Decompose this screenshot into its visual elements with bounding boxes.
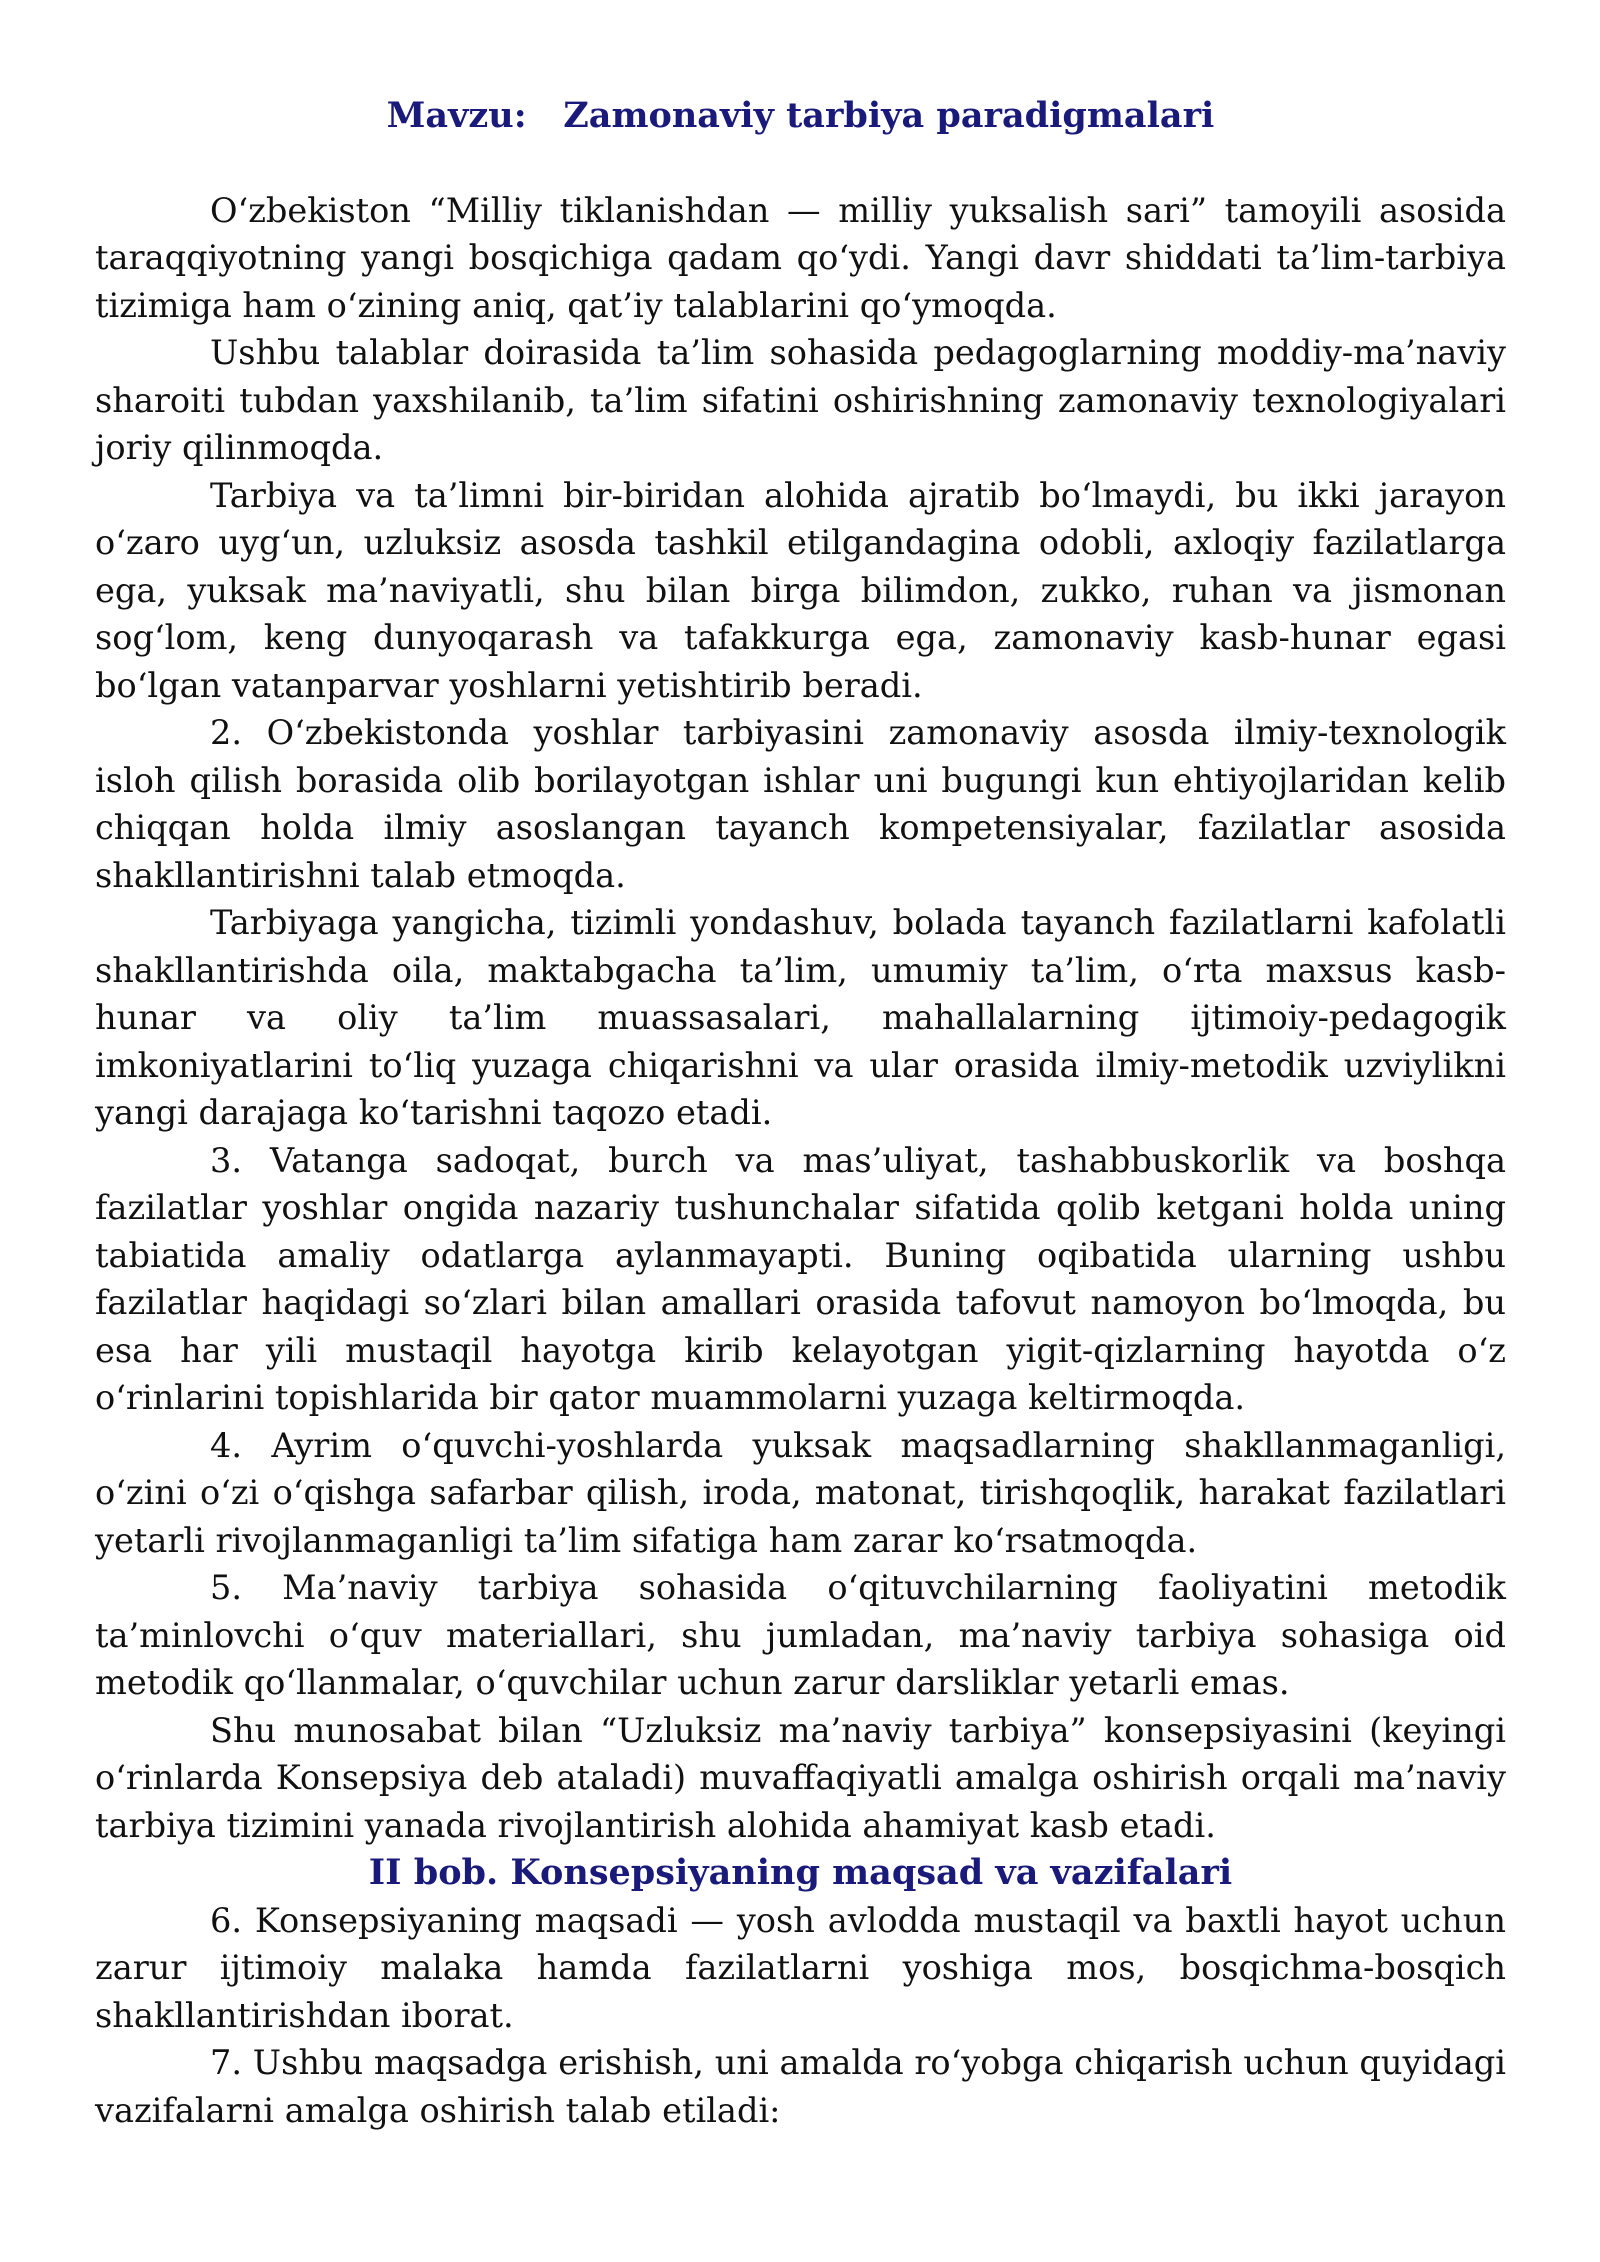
section-heading: II bob. Konsepsiyaning maqsad va vazifalari [368,1852,1233,1893]
paragraph-4: 2. O‘zbekistonda yoshlar tarbiyasini zamonaviy asosda ilmiy-texnologik isloh qilish borasida olib borilayotgan ishlar uni bugungi kun ehtiyojlaridan kelib chiqqan holda ilmiy asoslangan tayanch kompetensiyalar, fazilatlar asosida shakllantirishni talab etmoqda. [95,713,1506,895]
paragraph-2: Ushbu talablar doirasida ta’lim sohasida pedagoglarning moddiy-ma’naviy sharoiti tubdan yaxshilanib, ta’lim sifatini oshirishning zamonaviy texnologiyalari joriy qilinmoqda. [95,333,1506,467]
page-title: Mavzu: Zamonaviy tarbiya paradigmalari [386,95,1215,136]
paragraph-3: Tarbiya va ta’limni bir-biridan alohida ajratib bo‘lmaydi, bu ikki jarayon o‘zaro uyg‘un, uzluksiz asosda tashkil etilgandagina odobli, axloqiy fazilatlarga ega, yuksak ma’naviyatli, shu bilan birga bilimdon, zukko, ruhan va jismonan sog‘lom, keng dunyoqarash va tafakkurga ega, zamonaviy kasb-hunar egasi bo‘lgan vatanparvar yoshlarni yetishtirib beradi. [95,475,1506,705]
paragraph-5: Tarbiyaga yangicha, tizimli yondashuv, bolada tayanch fazilatlarni kafolatli shakllantirishda oila, maktabgacha ta’lim, umumiy ta’lim, o‘rta maxsus kasb-hunar va oliy ta’lim muassasalari, mahallalarning ijtimoiy-pedagogik imkoniyatlarini to‘liq yuzaga chiqarishni va ular orasida ilmiy-metodik uzviylikni yangi darajaga ko‘tarishni taqozo etadi. [95,903,1506,1132]
paragraph-6: 3. Vatanga sadoqat, burch va mas’uliyat, tashabbuskorlik va boshqa fazilatlar yoshlar ongida nazariy tushunchalar sifatida qolib ketgani holda uning tabiatida amaliy odatlarga aylanmayapti. Buning oqibatida ularning ushbu fazilatlar haqidagi so‘zlari bilan amallari orasida tafovut namoyon bo‘lmoqda, bu esa har yili mustaqil hayotga kirib kelayotgan yigit-qizlarning hayotda o‘z o‘rinlarini topishlarida bir qator muammolarni yuzaga keltirmoqda. [95,1140,1506,1417]
paragraph-7: 4. Ayrim o‘quvchi-yoshlarda yuksak maqsadlarning shakllanmaganligi, o‘zini o‘zi o‘qishga safarbar qilish, iroda, matonat, tirishqoqlik, harakat fazilatlari yetarli rivojlanmaganligi ta’lim sifatiga ham zarar ko‘rsatmoqda. [95,1425,1506,1560]
section-paragraph-2: 7. Ushbu maqsadga erishish, uni amalda ro‘yobga chiqarish uchun quyidagi vazifalarni amalga oshirish talab etiladi: [95,2043,1506,2130]
paragraph-1: O‘zbekiston “Milliy tiklanishdan — milliy yuksalish sari” tamoyili asosida taraqqiyotning yangi bosqichiga qadam qo‘ydi. Yangi davr shiddati ta’lim-tarbiya tizimiga ham o‘zining aniq, qat’iy talablarini qo‘ymoqda. [95,190,1506,325]
paragraph-8: 5. Ma’naviy tarbiya sohasida o‘qituvchilarning faoliyatini metodik ta’minlovchi o‘quv materiallari, shu jumladan, ma’naviy tarbiya sohasiga oid metodik qo‘llanmalar, o‘quvchilar uchun zarur darsliklar yetarli emas. [95,1568,1506,1702]
paragraph-9: Shu munosabat bilan “Uzluksiz ma’naviy tarbiya” konsepsiyasini (keyingi o‘rinlarda Konsepsiya deb ataladi) muvaffaqiyatli amalga oshirish orqali ma’naviy tarbiya tizimini yanada rivojlantirish alohida ahamiyat kasb etadi. [95,1710,1506,1845]
section-paragraph-1: 6. Konsepsiyaning maqsadi — yosh avlodda mustaqil va baxtli hayot uchun zarur ijtimoiy malaka hamda fazilatlarni yoshiga mos, bosqichma-bosqich shakllantirishdan iborat. [95,1900,1506,2035]
